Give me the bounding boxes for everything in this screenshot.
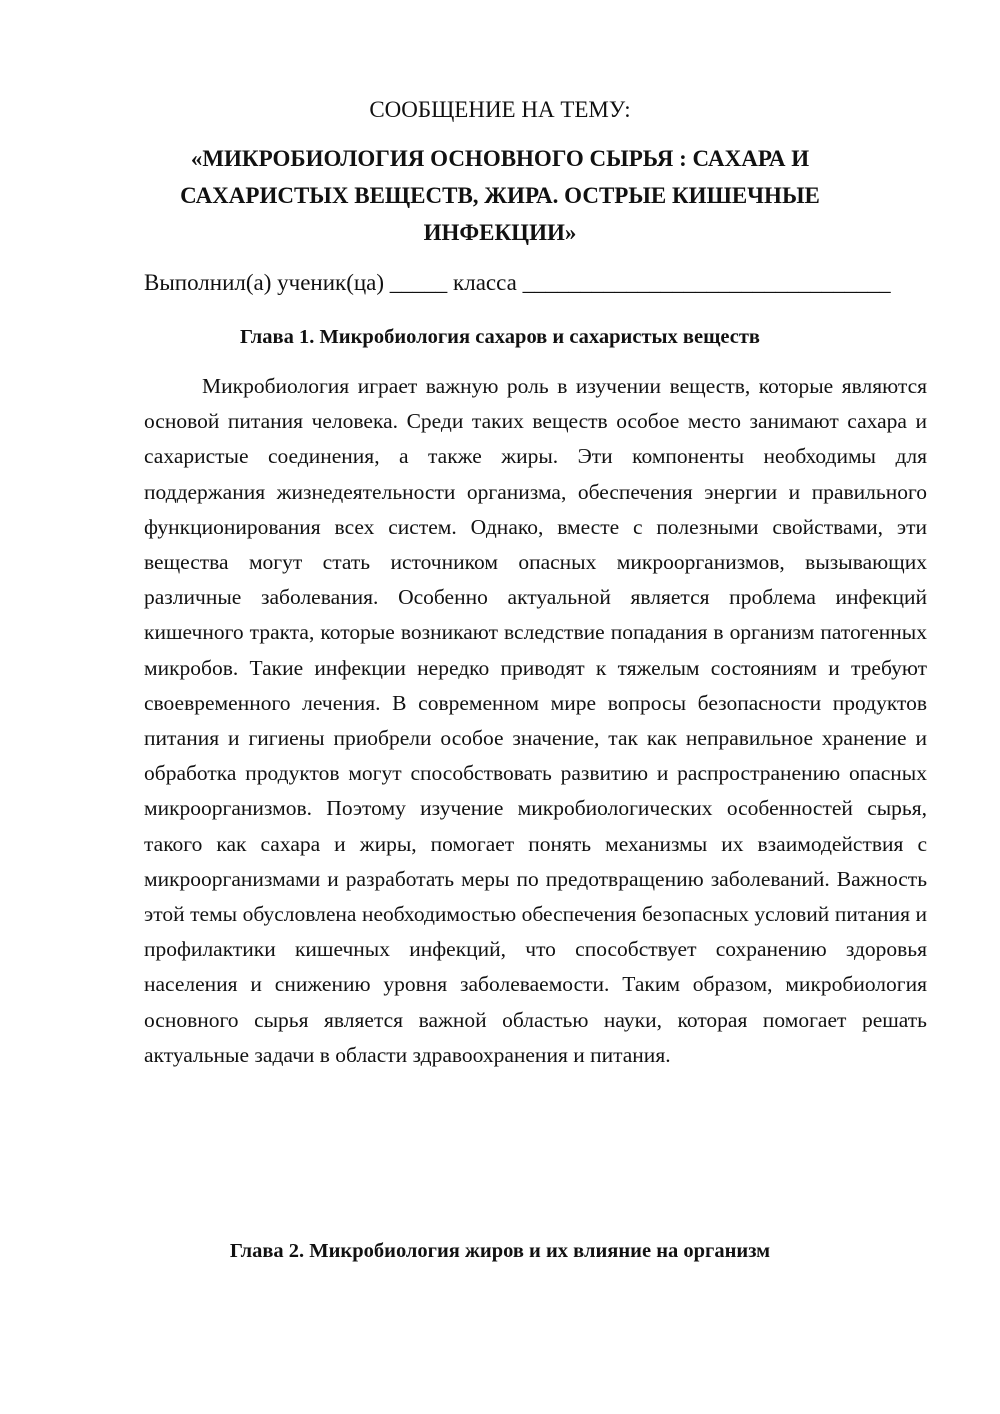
chapter-2-title: Глава 2. Микробиология жиров и их влияние на организм bbox=[229, 1240, 771, 1262]
chapter-1-paragraph: Микробиология играет важную роль в изучении веществ, которые являются основой питания человека. Среди таких веществ особое место занимают сахара и сахаристые соединения, а также жиры. Эти компоненты необходимы для поддержания жизнедеятельности организма, обеспечения энергии и правильного функционирования всех систем. Однако, вместе с полезными свойствами, эти вещества могут стать источником опасных микроорганизмов, вызывающих различные заболевания. Особенно актуальной является проблема инфекций кишечного тракта, которые возникают вследствие попадания в организм патогенных микробов. Такие инфекции нередко приводят к тяжелым состояниям и требуют своевременного лечения. В современном мире вопросы безопасности продуктов питания и гигиены приобрели особое значение, так как неправильное хранение и обработка продуктов могут способствовать развитию и распространению опасных микроорганизмов. Поэтому изучение микробиологических особенностей сырья, такого как сахара и жиры, помогает понять механизмы их взаимодействия с микроорганизмами и разработать меры по предотвращению заболеваний. Важность этой темы обусловлена необходимостью обеспечения безопасных условий питания и профилактики кишечных инфекций, что способствует сохранению здоровья населения и снижению уровня заболеваемости. Таким образом, микробиология основного сырья является важной областью науки, которая помогает решать актуальные задачи в области здравоохранения и питания. bbox=[144, 374, 927, 1067]
chapter-1-title: Глава 1. Микробиология сахаров и сахаристых веществ bbox=[240, 326, 760, 348]
document-heading: СООБЩЕНИЕ НА ТЕМУ: bbox=[369, 97, 631, 122]
document-title: «МИКРОБИОЛОГИЯ ОСНОВНОГО СЫРЬЯ : САХАРА И САХАРИСТЫХ ВЕЩЕСТВ, ЖИРА. ОСТРЫЕ КИШЕЧНЫЕ ИНФЕКЦИИ» bbox=[180, 146, 820, 245]
author-line: Выполнил(а) ученик(ца) _____ класса ________________________________ bbox=[144, 270, 891, 295]
